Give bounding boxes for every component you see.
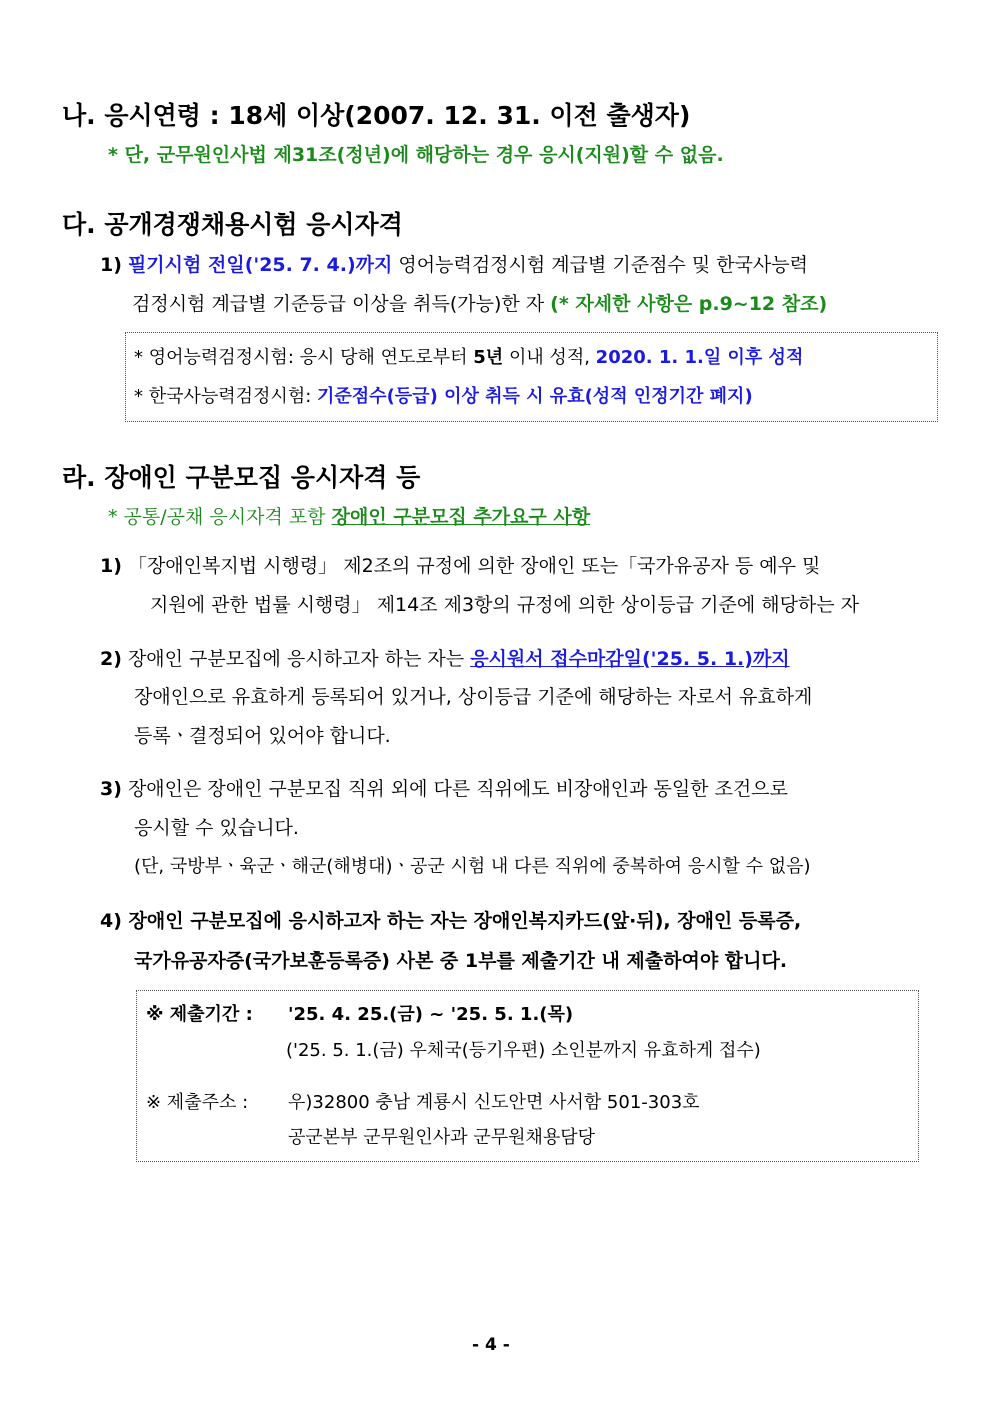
reference-note: (* 자세한 사항은 p.9~12 참조) [550, 293, 828, 315]
section-ra-title: 라. 장애인 구분모집 응시자격 등 [62, 463, 421, 492]
item-text: 장애인 구분모집에 응시하고자 하는 자는 [127, 648, 465, 670]
score-info-box [125, 332, 938, 422]
section-ra-item1-line1 [100, 555, 820, 577]
section-ra-item4-line1 [100, 910, 801, 932]
item-number: 1) [100, 254, 122, 276]
info-years: 5년 [473, 347, 504, 368]
info-validity: 기준점수(등급) 이상 취득 시 유효(성적 인정기간 폐지) [317, 386, 753, 407]
info-text: * 한국사능력검정시험: [134, 386, 312, 407]
note-emphasis: 장애인 구분모집 추가요구 사항 [331, 506, 591, 528]
section-da-title: 다. 공개경쟁채용시험 응시자격 [62, 210, 403, 239]
submission-period-label: ※ 제출기간 : [146, 1004, 253, 1025]
section-ra-item4-line2: 국가유공자증(국가보훈등록증) 사본 중 1부를 제출기간 내 제출하여야 합니다. [134, 950, 788, 972]
item-number: 4) [100, 910, 122, 932]
score-info-line2 [134, 386, 753, 408]
item-number: 1) [100, 555, 122, 577]
item-text: 「장애인복지법 시행령」 제2조의 규정에 의한 장애인 또는「국가유공자 등 예우 및 [127, 555, 821, 577]
submission-address-line2: 공군본부 군무원인사과 군무원채용담당 [288, 1127, 596, 1148]
submission-period-value: '25. 4. 25.(금) ~ '25. 5. 1.(목) [288, 1004, 574, 1025]
section-ra-item3-line3: (단, 국방부ㆍ육군ㆍ해군(해병대)ㆍ공군 시험 내 다른 직위에 중복하여 응시할 수 없음) [134, 856, 811, 877]
item-text: 검정시험 계급별 기준등급 이상을 취득(가능)한 자 [132, 293, 545, 315]
section-da-item1-line2 [132, 293, 827, 315]
info-text: 이내 성적, [508, 347, 590, 368]
submission-period-note: ('25. 5. 1.(금) 우체국(등기우편) 소인분까지 유효하게 접수) [286, 1040, 761, 1061]
item-text: 장애인 구분모집에 응시하고자 하는 자는 장애인복지카드(앞·뒤), 장애인 등록증, [128, 910, 802, 932]
application-deadline: 응시원서 접수마감일('25. 5. 1.)까지 [470, 648, 790, 670]
note-text: * 공통/공채 응시자격 포함 [108, 506, 326, 528]
section-ra-item2-line3: 등록ㆍ결정되어 있어야 합니다. [134, 725, 391, 747]
page-number: - 4 - [472, 1335, 510, 1355]
info-text: * 영어능력검정시험: 응시 당해 연도로부터 [134, 347, 468, 368]
section-na-title: 나. 응시연령 : 18세 이상(2007. 12. 31. 이전 출생자) [62, 101, 691, 130]
item-text: 장애인은 장애인 구분모집 직위 외에 다른 직위에도 비장애인과 동일한 조건으로 [127, 778, 788, 800]
section-ra-note [108, 506, 590, 528]
section-ra-item1-line2: 지원에 관한 법률 시행령」 제14조 제3항의 규정에 의한 상이등급 기준에 해당하는 자 [150, 594, 860, 616]
exam-deadline: 필기시험 전일('25. 7. 4.)까지 [127, 254, 393, 276]
item-number: 3) [100, 778, 122, 800]
submission-address-label: ※ 제출주소 : [146, 1092, 249, 1113]
score-info-line1 [134, 347, 803, 369]
section-ra-item2-line1 [100, 648, 790, 670]
section-ra-item3-line1 [100, 778, 788, 800]
section-ra-item3-line2: 응시할 수 있습니다. [134, 817, 299, 839]
section-na-note: * 단, 군무원인사법 제31조(정년)에 해당하는 경우 응시(지원)할 수 없음. [108, 144, 724, 166]
section-ra-item2-line2: 장애인으로 유효하게 등록되어 있거나, 상이등급 기준에 해당하는 자로서 유효하게 [134, 686, 813, 708]
item-number: 2) [100, 648, 122, 670]
info-date: 2020. 1. 1.일 이후 성적 [595, 347, 804, 368]
submission-address-line1: 우)32800 충남 계룡시 신도안면 사서함 501-303호 [288, 1092, 700, 1113]
section-da-item1-line1 [100, 254, 940, 276]
item-text: 영어능력검정시험 계급별 기준점수 및 한국사능력 [398, 254, 808, 276]
